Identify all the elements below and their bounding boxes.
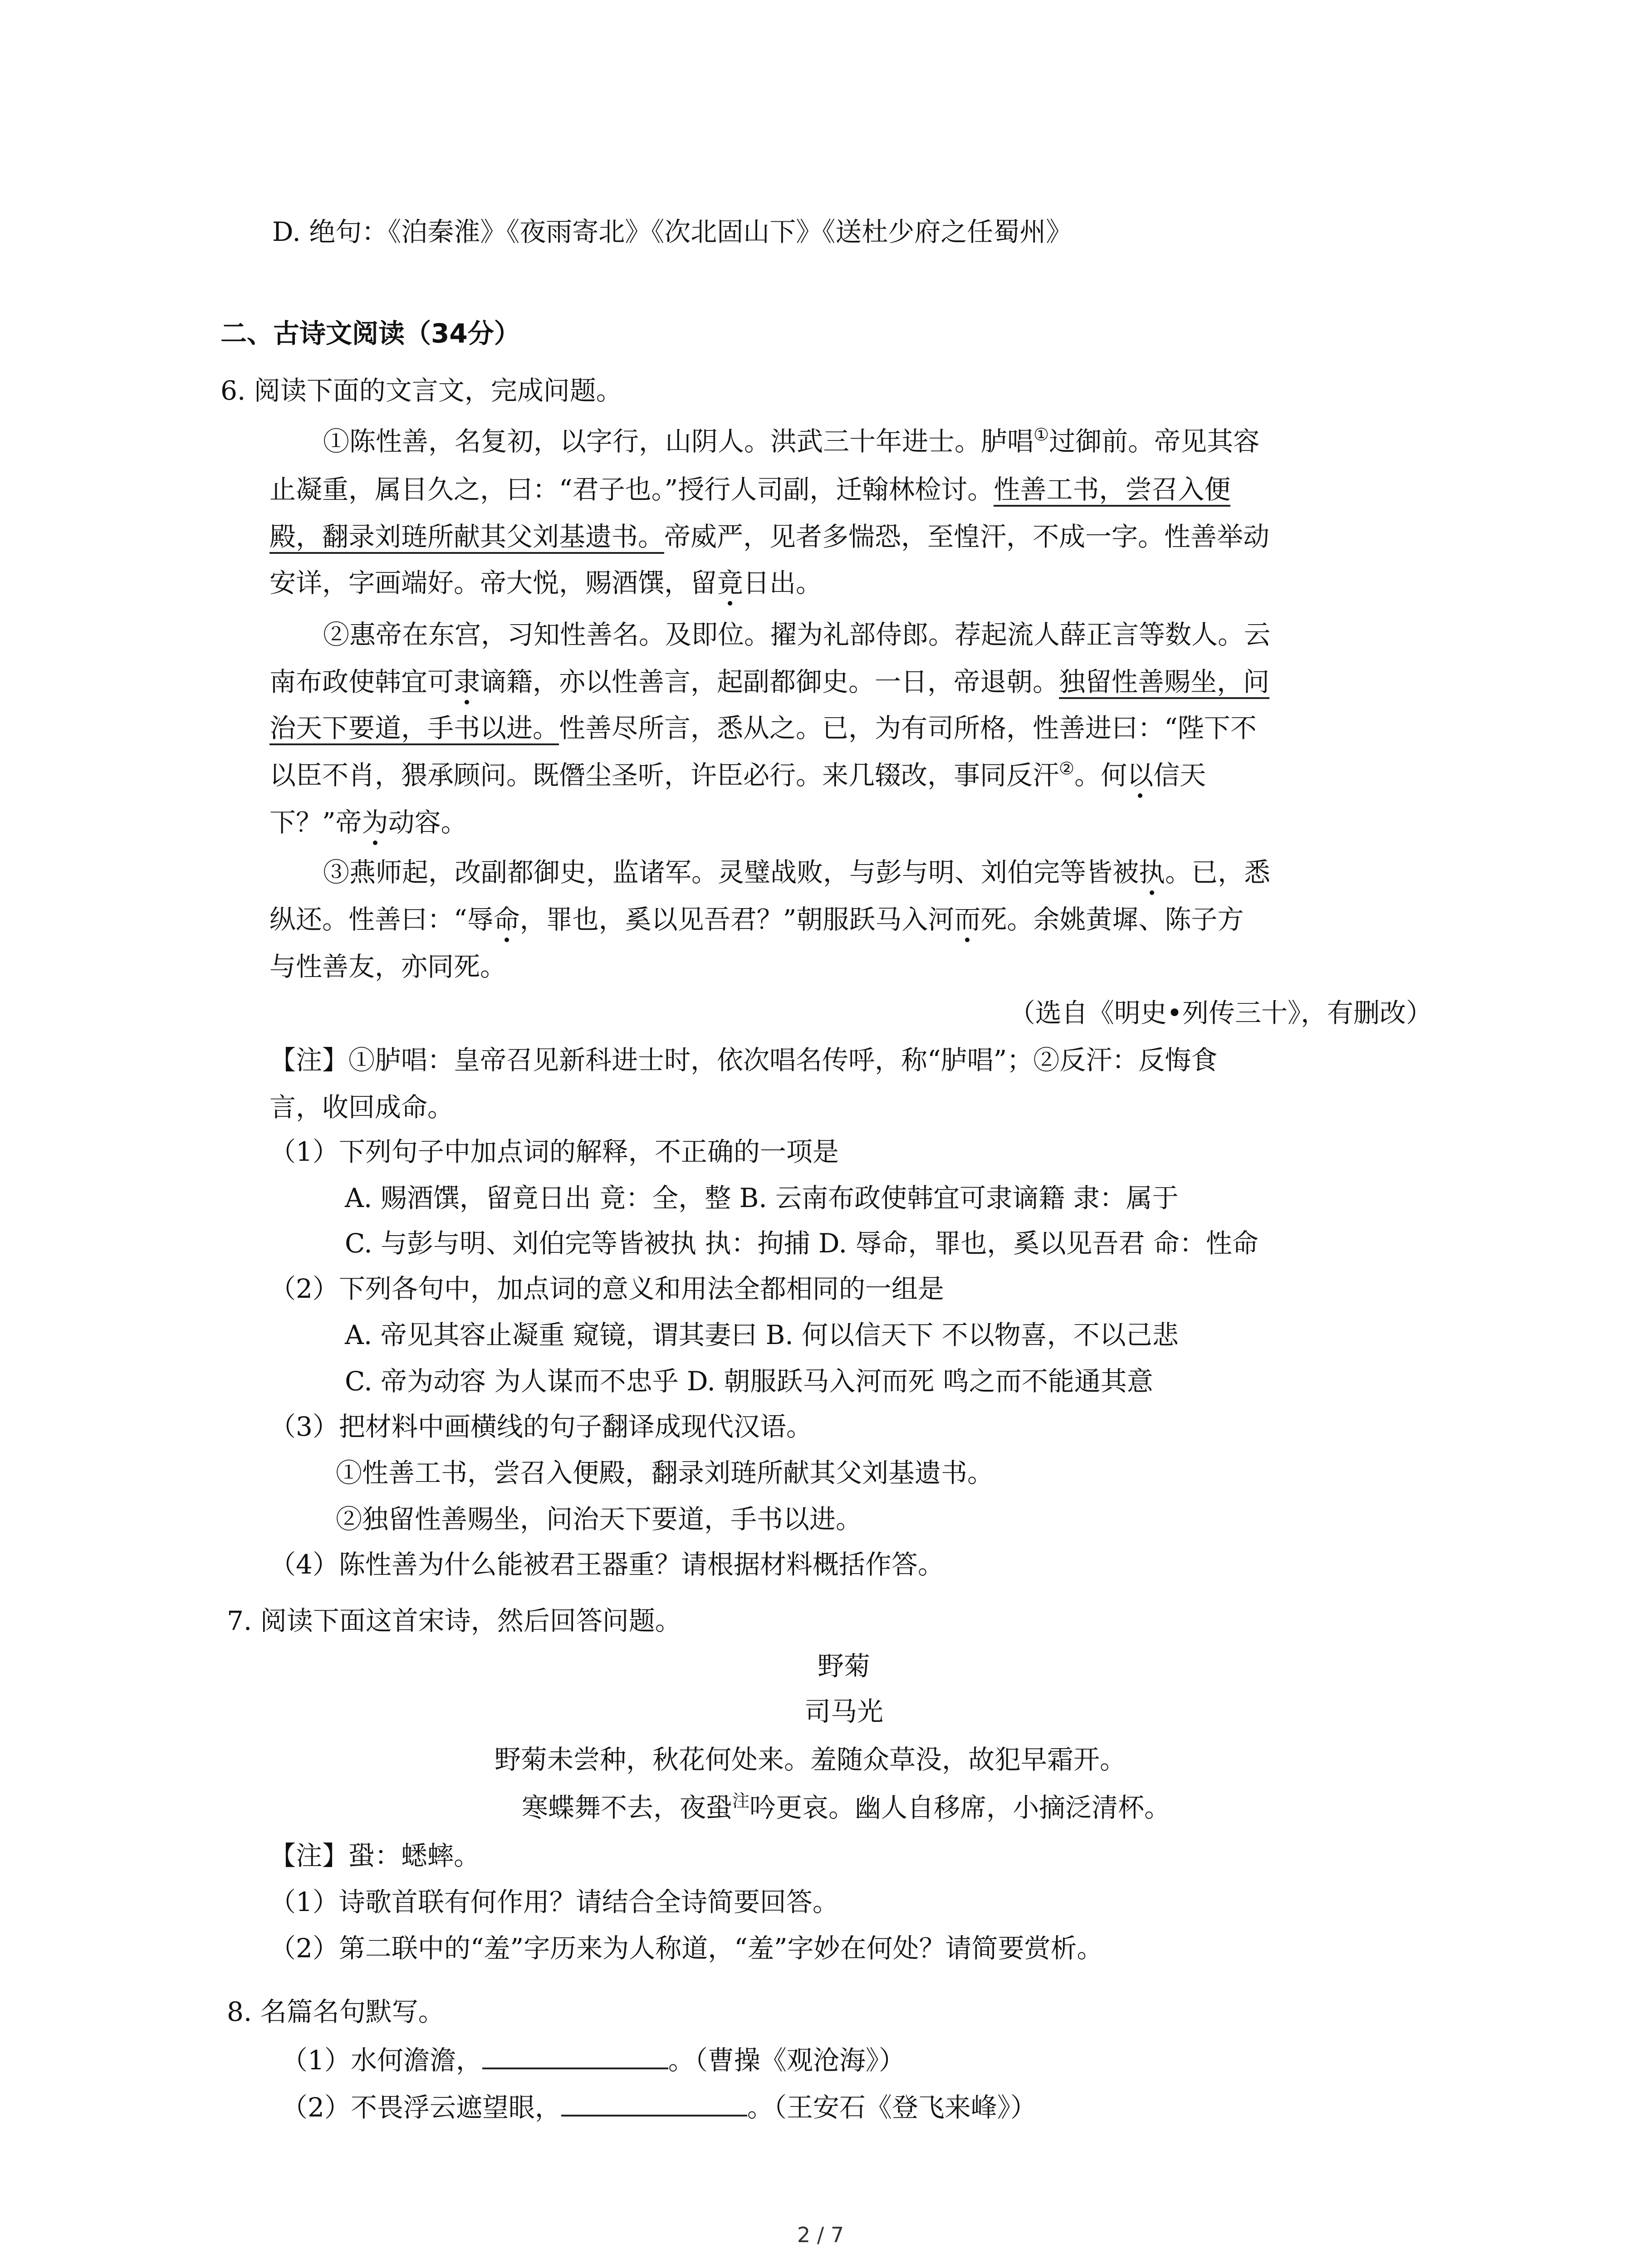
passage-p2-line4: 以臣不肖，猥承顾问。既僭尘圣听，许臣必行。来几辍改，事同反汗②。何以信天 bbox=[269, 758, 1206, 791]
question-8-prompt: 8. 名篇名句默写。 bbox=[227, 1996, 445, 2027]
q6-sub1-question: （1）下列句子中加点词的解释，不正确的一项是 bbox=[269, 1136, 839, 1167]
dotted-word: 隶 bbox=[454, 666, 480, 697]
passage-p3-line1: ③燕师起，改副都御史，监诸军。灵璧战败，与彭与明、刘伯完等皆被执。已，悉 bbox=[323, 857, 1271, 888]
q6-sub4-question: （4）陈性善为什么能被君王器重？请根据材料概括作答。 bbox=[269, 1549, 944, 1580]
q6-sub2-options-cd: C. 帝为动容 为人谋而不忠乎 D. 朝服跃马入河而死 鸣之而不能通其意 bbox=[345, 1366, 1153, 1397]
passage-p2-line2: 南布政使韩宜可隶谪籍，亦以性善言，起副都御史。一日，帝退朝。独留性善赐坐，问 bbox=[269, 667, 1269, 697]
dotted-word: 执 bbox=[1139, 857, 1166, 888]
dotted-word: 而 bbox=[954, 904, 981, 935]
passage-p2-line5: 下？”帝为动容。 bbox=[269, 807, 467, 838]
question-7-prompt: 7. 阅读下面这首宋诗，然后回答问题。 bbox=[227, 1605, 681, 1636]
q7-sub2-question: （2）第二联中的“羞”字历来为人称道，“羞”字妙在何处？请简要赏析。 bbox=[269, 1933, 1103, 1964]
passage-p1-line4: 安详，字画端好。帝大悦，赐酒馔，留竟日出。 bbox=[269, 567, 823, 598]
section-title: 二、古诗文阅读（34分） bbox=[220, 318, 520, 349]
answer-blank-1[interactable] bbox=[482, 2044, 668, 2069]
q6-sub2-options-ab: A. 帝见其容止凝重 窥镜，谓其妻曰 B. 何以信天下 不以物喜，不以己悲 bbox=[345, 1320, 1179, 1350]
q8-sub2: （2）不畏浮云遮望眼， 。（王安石《登飞来峰》） bbox=[281, 2092, 1037, 2123]
dotted-word: 以 bbox=[1127, 760, 1154, 791]
passage-p1-line2: 止凝重，属目久之，曰：“君子也。”授行人司副，迁翰林检讨。性善工书，尝召入便 bbox=[269, 474, 1230, 504]
page-number: 2 / 7 bbox=[797, 2223, 844, 2247]
poem-title: 野菊 bbox=[817, 1651, 870, 1681]
poem-line-1: 野菊未尝种，秋花何处来。羞随众草没，故犯早霜开。 bbox=[495, 1744, 1127, 1775]
underlined-sentence-2-cont: 治天下要道，手书以进。 bbox=[269, 713, 559, 745]
poem-line-2: 寒蝶舞不去，夜蛩$^注$吟更哀。幽人自移席，小摘泛清杯。 bbox=[522, 1791, 1171, 1823]
passage-p3-line3: 与性善友，亦同死。 bbox=[269, 951, 507, 982]
question-6-prompt: 6. 阅读下面的文言文，完成问题。 bbox=[220, 375, 622, 406]
passage-p1-line3: 殿，翻录刘琏所献其父刘基遗书。帝威严，见者多惴恐，至惶汗，不成一字。性善举动 bbox=[269, 522, 1269, 552]
poem-author: 司马光 bbox=[804, 1696, 883, 1727]
note-line-1: 【注】①胪唱：皇帝召见新科进士时，依次唱名传呼，称“胪唱”；②反汗：反悔食 bbox=[269, 1045, 1218, 1075]
q6-sub3-sentence-2: ②独留性善赐坐，问治天下要道，手书以进。 bbox=[336, 1504, 862, 1535]
answer-blank-2[interactable] bbox=[561, 2091, 747, 2116]
dotted-word: 竟 bbox=[717, 567, 744, 598]
q6-sub3-question: （3）把材料中画横线的句子翻译成现代汉语。 bbox=[269, 1411, 813, 1442]
q6-sub2-question: （2）下列各句中，加点词的意义和用法全都相同的一组是 bbox=[269, 1273, 944, 1304]
poem-note: 【注】蛩：蟋蟀。 bbox=[269, 1840, 480, 1871]
passage-p1-line1: ①陈性善，名复初，以字行，山阴人。洪武三十年进士。胪唱①过御前。帝见其容 bbox=[323, 425, 1260, 457]
underlined-sentence-1-cont: 殿，翻录刘琏所献其父刘基遗书。 bbox=[269, 521, 664, 554]
passage-p3-line2: 纵还。性善曰：“辱命，罪也，奚以见吾君？”朝服跃马入河而死。余姚黄墀、陈子方 bbox=[269, 904, 1244, 935]
footnote-mark-poem: 注 bbox=[732, 1791, 750, 1811]
underlined-sentence-1: 性善工书，尝召入便 bbox=[994, 474, 1230, 507]
underlined-sentence-2: 独留性善赐坐，问 bbox=[1059, 666, 1269, 699]
q6-sub3-sentence-1: ①性善工书，尝召入便殿，翻录刘琏所献其父刘基遗书。 bbox=[336, 1457, 994, 1488]
q6-sub1-options-cd: C. 与彭与明、刘伯完等皆被执 执：拘捕 D. 辱命，罪也，奚以见吾君 命：性命 bbox=[345, 1228, 1259, 1259]
q7-sub1-question: （1）诗歌首联有何作用？请结合全诗简要回答。 bbox=[269, 1887, 839, 1917]
passage-p2-line3: 治天下要道，手书以进。性善尽所言，悉从之。已，为有司所格，性善进曰：“陛下不 bbox=[269, 713, 1257, 743]
note-line-2: 言，收回成命。 bbox=[269, 1092, 454, 1123]
footnote-mark-1: ① bbox=[1034, 425, 1049, 445]
option-d: D. 绝句：《泊秦淮》《夜雨寄北》《次北固山下》《送杜少府之任蜀州》 bbox=[272, 216, 1073, 247]
dotted-word: 命 bbox=[493, 904, 520, 935]
passage-source: （选自《明史•列传三十》，有删改） bbox=[1009, 997, 1432, 1028]
q6-sub1-options-ab: A. 赐酒馔，留竟日出 竟：全，整 B. 云南布政使韩宜可隶谪籍 隶：属于 bbox=[345, 1183, 1179, 1213]
footnote-mark-2: ② bbox=[1059, 758, 1075, 778]
q8-sub1: （1）水何澹澹， 。（曹操《观沧海》） bbox=[281, 2045, 905, 2076]
passage-p2-line1: ②惠帝在东宫，习知性善名。及即位。擢为礼部侍郎。荐起流人薛正言等数人。云 bbox=[323, 619, 1271, 650]
dotted-word: 为 bbox=[362, 807, 388, 838]
